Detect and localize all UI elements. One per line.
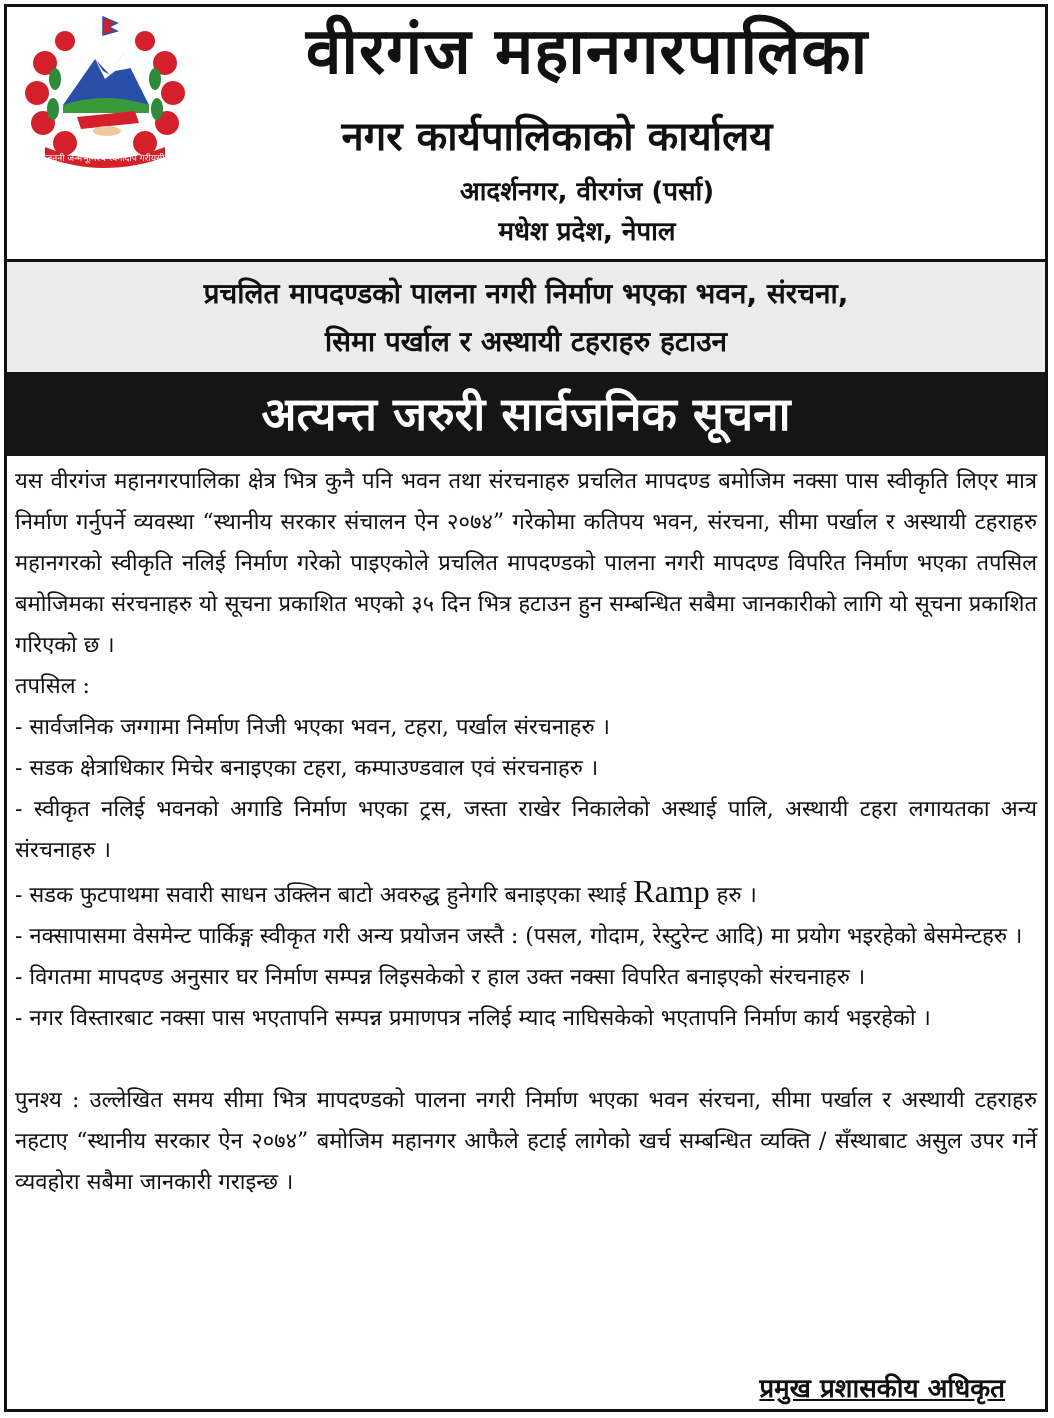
notice-header	[7, 7, 1045, 262]
subject-line-1: प्रचलित मापदण्डको पालना नगरी निर्माण भएका भवन, संरचना,	[203, 277, 849, 310]
address-line-1: आदर्शनगर, वीरगंज (पर्सा)	[459, 177, 715, 207]
notice-frame	[4, 4, 1048, 1412]
list-item: - विगतमा मापदण्ड अनुसार घर निर्माण सम्पन्न लिइसकेको र हाल उक्त नक्सा विपरित बनाइएको संरचनाहरु ।	[15, 965, 866, 990]
ramp-item-after: हरु ।	[709, 883, 757, 908]
list-item: - स्वीकृत नलिई भवनको अगाडि निर्माण भएका ट्रस, जस्ता राखेर निकालेको अस्थाई पालि, अस्थायी टहरा लगायतका अन्य संरचनाहरु ।	[15, 797, 1037, 863]
address-line-2: मधेश प्रदेश, नेपाल	[498, 217, 676, 247]
urgent-notice-banner: अत्यन्त जरुरी सार्वजनिक सूचना	[7, 372, 1045, 456]
notice-body	[15, 461, 1037, 1203]
ramp-word: Ramp	[633, 873, 710, 909]
office-subtitle: नगर कार्यपालिकाको कार्यालय	[341, 114, 773, 160]
list-item: - नक्सापासमा वेसमेन्ट पार्किङ्ग स्वीकृत गरी अन्य प्रयोजन जस्तै : (पसल, गोदाम, रेस्टुरेन्ट आदि) मा प्रयोग भइरहेको बेसमेन्टहरु ।	[15, 924, 1023, 949]
nepal-government-emblem-icon	[15, 13, 195, 173]
list-item-ramp	[15, 871, 1037, 916]
list-item: - सार्वजनिक जग्गामा निर्माण निजी भएका भवन, टहरा, पर्खाल संरचनाहरु ।	[15, 715, 610, 740]
list-item: - सडक क्षेत्राधिकार मिचेर बनाइएका टहरा, कम्पाउण्डवाल एवं संरचनाहरु ।	[15, 756, 599, 781]
signatory: प्रमुख प्रशासकीय अधिकृत	[759, 1374, 1005, 1404]
notice-postscript: पुनश्य : उल्लेखित समय सीमा भित्र मापदण्डको पालना नगरी निर्माण भएका भवन संरचना, सीमा पर्खाल र अस्थायी टहराहरु नहटाए “स्थानीय सरकार ऐन २०७४” बमोजिम महानगर आफैले हटाई लागेको खर्च सम्बन्धित व्यक्ति / सँस्थाबाट असुल उपर गर्ने व्यवहोरा सबैमा जानकारी गराइन्छ ।	[15, 1088, 1037, 1195]
notice-intro: यस वीरगंज महानगरपालिका क्षेत्र भित्र कुनै पनि भवन तथा संरचनाहरु प्रचलित मापदण्ड बमोजिम नक्सा पास स्वीकृति लिएर मात्र निर्माण गर्नुपर्ने व्यवस्था “स्थानीय सरकार संचालन ऐन २०७४” गरेकोमा कतिपय भवन, संरचना, सीमा पर्खाल र अस्थायी टहराहरु महानगरको स्वीकृति नलिई निर्माण गरेको पाइएकोले प्रचलित मापदण्डको पालना नगरी मापदण्ड विपरित निर्माण भएका तपसिल बमोजिमका संरचनाहरु यो सूचना प्रकाशित भएको ३५ दिन भित्र हटाउन हुन सम्बन्धित सबैमा जानकारीको लागि यो सूचना प्रकाशित गरिएको छ ।	[15, 469, 1037, 658]
notice-subject	[7, 262, 1045, 372]
subject-line-2: सिमा पर्खाल र अस्थायी टहराहरु हटाउन	[324, 325, 728, 358]
ramp-item-before: - सडक फुटपाथमा सवारी साधन उक्लिन बाटो अवरुद्ध हुनेगरि बनाइएका स्थाई	[15, 883, 634, 908]
emblem-motto: जननी जन्मभूमिश्च स्वर्गादपि गरीयसी	[45, 154, 165, 164]
list-heading: तपसिल :	[15, 674, 90, 699]
municipality-title: वीरगंज महानगरपालिका	[305, 15, 869, 89]
list-item: - नगर विस्तारबाट नक्सा पास भएतापनि सम्पन्न प्रमाणपत्र नलिई म्याद नाघिसकेको भएतापनि निर्माण कार्य भइरहेको ।	[15, 1006, 931, 1031]
